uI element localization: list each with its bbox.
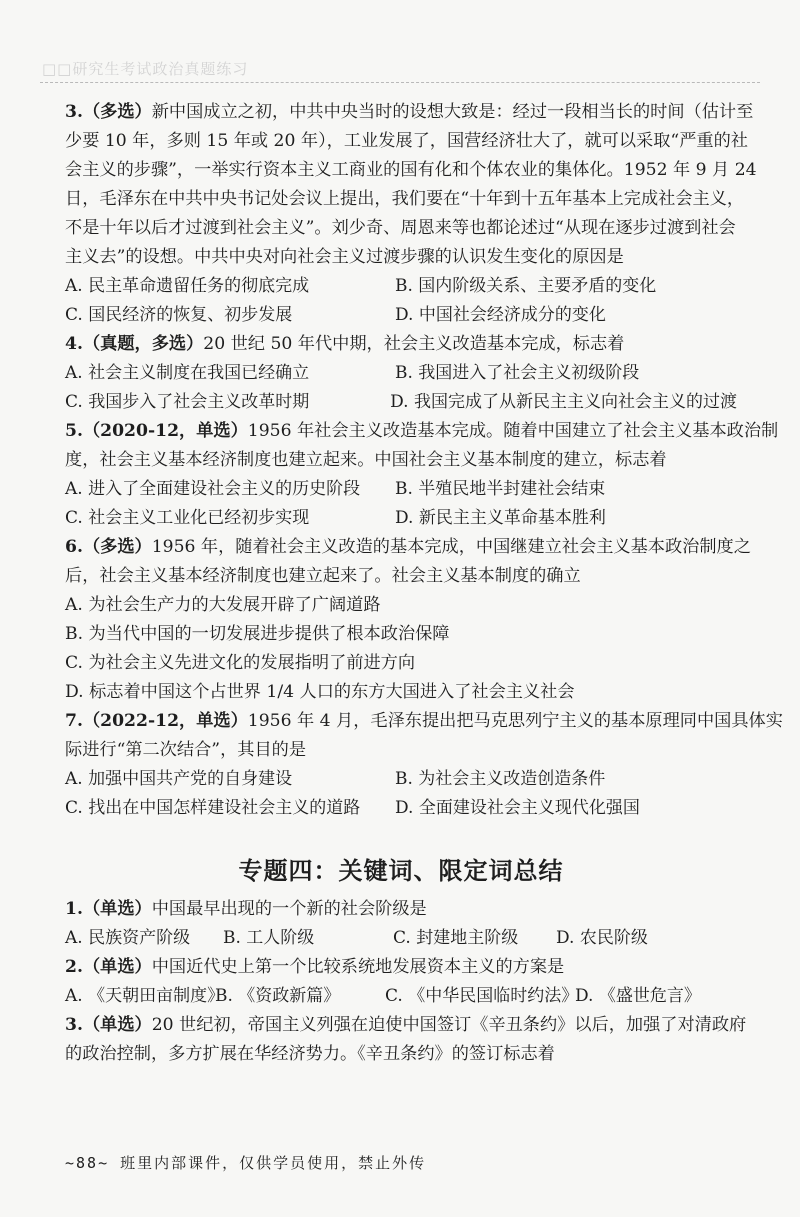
question-text-line: 日，毛泽东在中共中央书记处会议上提出，我们要在“十年到十五年基本上完成社会主义，	[65, 189, 745, 209]
question-7	[65, 707, 783, 823]
question-3	[65, 98, 757, 330]
option-c: C. 社会主义工业化已经初步实现	[65, 508, 310, 528]
question-text-line: 度，社会主义基本经济制度也建立起来。中国社会主义基本制度的建立，标志着	[65, 450, 667, 470]
option-c: C. 封建地主阶级	[393, 928, 519, 948]
question-text-line: 1956 年 4 月，毛泽东提出把马克思列宁主义的基本原理同中国具体实	[247, 711, 783, 731]
option-d: D. 《盛世危言》	[575, 986, 701, 1006]
page-header-text: □□研究生考试政治真题练习	[42, 60, 249, 78]
option-a: A. 进入了全面建设社会主义的历史阶段	[65, 479, 361, 499]
option-b: B. 为社会主义改造创造条件	[395, 769, 606, 789]
option-d: D. 全面建设社会主义现代化强国	[395, 798, 640, 818]
question-tag: （多选）	[82, 537, 152, 557]
option-d: D. 中国社会经济成分的变化	[395, 305, 606, 325]
option-b: B. 工人阶级	[223, 928, 315, 948]
question-number: 4.	[65, 334, 83, 354]
question-text-line: 20 世纪 50 年代中期，社会主义改造基本完成，标志着	[203, 334, 625, 354]
question-tag: （多选）	[82, 102, 152, 122]
question-tag: （单选）	[82, 957, 152, 977]
question-number: 3.	[65, 1015, 83, 1035]
option-b: B. 为当代中国的一切发展进步提供了根本政治保障	[65, 624, 450, 644]
question-text-line: 中国近代史上第一个比较系统地发展资本主义的方案是	[151, 957, 565, 977]
option-b: B. 国内阶级关系、主要矛盾的变化	[395, 276, 657, 296]
question-text-line: 1956 年，随着社会主义改造的基本完成，中国继建立社会主义基本政治制度之	[151, 537, 751, 557]
question-text-line: 会主义的步骤”，一举实行资本主义工商业的国有化和个体农业的集体化。1952 年 9 月 24	[65, 160, 757, 180]
option-c: C. 国民经济的恢复、初步发展	[65, 305, 293, 325]
option-a: A. 民族资产阶级	[65, 928, 191, 948]
option-a: A. 《天朝田亩制度》	[65, 986, 225, 1006]
question-number: 7.	[65, 711, 83, 731]
question-tag: （2020-12，单选）	[82, 421, 248, 441]
question-text-line: 主义去”的设想。中共中央对向社会主义过渡步骤的认识发生变化的原因是	[65, 247, 624, 267]
header-divider	[40, 82, 760, 83]
question-tag: （单选）	[82, 899, 152, 919]
section-question-2	[65, 953, 737, 1011]
question-number: 3.	[65, 102, 83, 122]
option-a: A. 社会主义制度在我国已经确立	[65, 363, 310, 383]
question-tag: （单选）	[82, 1015, 152, 1035]
question-text-line: 中国最早出现的一个新的社会阶级是	[151, 899, 427, 919]
question-number: 1.	[65, 899, 83, 919]
option-b: B. 半殖民地半封建社会结束	[395, 479, 606, 499]
option-c: C. 我国步入了社会主义改革时期	[65, 392, 310, 412]
option-b: B. 我国进入了社会主义初级阶段	[395, 363, 640, 383]
question-text-line: 1956 年社会主义改造基本完成。随着中国建立了社会主义基本政治制	[247, 421, 779, 441]
question-text-line: 少要 10 年，多则 15 年或 20 年），工业发展了，国营经济壮大了，就可以采取“严重的社	[65, 131, 748, 151]
option-c: C. 找出在中国怎样建设社会主义的道路	[65, 798, 361, 818]
option-a: A. 民主革命遗留任务的彻底完成	[65, 276, 310, 296]
option-d: D. 农民阶级	[556, 928, 648, 948]
question-6	[65, 533, 751, 707]
page-content	[65, 98, 783, 1069]
question-number: 5.	[65, 421, 83, 441]
question-text-line: 不是十年以后才过渡到社会主义”。刘少奇、周恩来等也都论述过“从现在逐步过渡到社会	[65, 218, 736, 238]
section-question-1	[65, 895, 737, 953]
question-text-line: 际进行“第二次结合”，其目的是	[65, 740, 307, 760]
option-d: D. 新民主主义革命基本胜利	[395, 508, 606, 528]
section-question-3	[65, 1011, 747, 1069]
question-tag: （真题，多选）	[82, 334, 204, 354]
question-5	[65, 417, 779, 533]
section-title: 专题四：关键词、限定词总结	[238, 857, 564, 885]
question-4	[65, 330, 737, 417]
question-text-line: 后，社会主义基本经济制度也建立起来了。社会主义基本制度的确立	[65, 566, 581, 586]
option-d: D. 标志着中国这个占世界 1/4 人口的东方大国进入了社会主义社会	[65, 682, 575, 702]
option-b: B. 《资政新篇》	[215, 986, 341, 1006]
page-footer: ~88~ 班里内部课件，仅供学员使用，禁止外传	[65, 1154, 427, 1172]
question-number: 2.	[65, 957, 83, 977]
question-text-line: 20 世纪初，帝国主义列强在迫使中国签订《辛丑条约》以后，加强了对清政府	[151, 1015, 747, 1035]
question-tag: （2022-12，单选）	[82, 711, 248, 731]
question-text-line: 的政治控制，多方扩展在华经济势力。《辛丑条约》的签订标志着	[65, 1044, 555, 1064]
question-text-line: 新中国成立之初，中共中央当时的设想大致是：经过一段相当长的时间（估计至	[151, 102, 754, 122]
question-number: 6.	[65, 537, 83, 557]
option-a: A. 为社会生产力的大发展开辟了广阔道路	[65, 595, 381, 615]
option-c: C. 《中华民国临时约法》	[385, 986, 579, 1006]
option-d: D. 我国完成了从新民主主义向社会主义的过渡	[390, 392, 737, 412]
option-a: A. 加强中国共产党的自身建设	[65, 769, 293, 789]
option-c: C. 为社会主义先进文化的发展指明了前进方向	[65, 653, 416, 673]
